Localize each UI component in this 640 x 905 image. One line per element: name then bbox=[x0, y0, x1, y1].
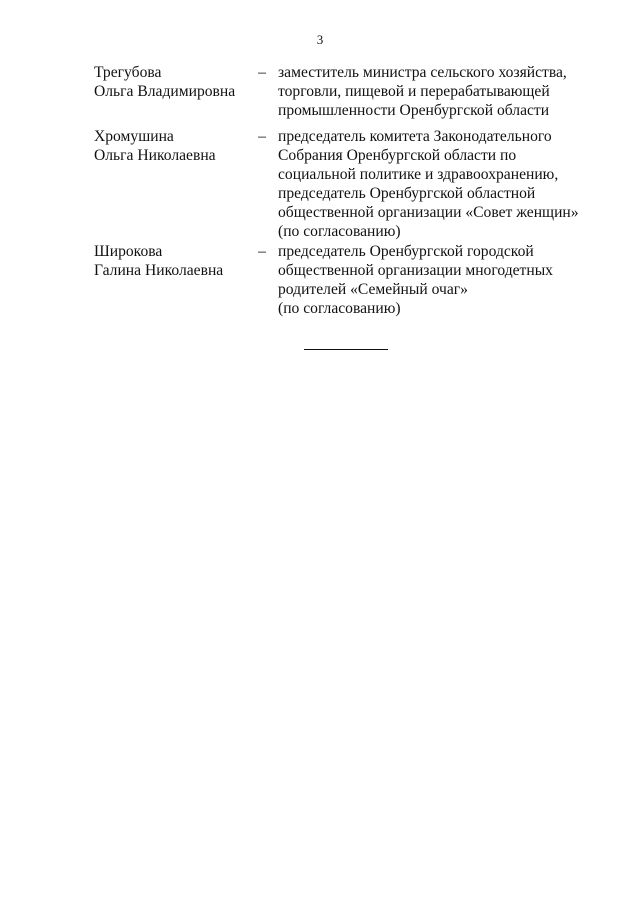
position-line: родителей «Семейный очаг» bbox=[278, 281, 468, 298]
member-surname: Хромушина bbox=[94, 128, 174, 145]
member-position bbox=[278, 242, 598, 318]
position-line: социальной политике и здравоохранению, bbox=[278, 166, 559, 183]
member-name bbox=[94, 127, 254, 165]
position-line: промышленности Оренбургской области bbox=[278, 102, 550, 119]
member-surname: Широкова bbox=[94, 243, 163, 260]
position-line: (по согласованию) bbox=[278, 223, 401, 240]
position-line: (по согласованию) bbox=[278, 300, 401, 317]
member-given-names: Галина Николаевна bbox=[94, 262, 224, 279]
separator-dash: – bbox=[258, 243, 266, 260]
separator-dash: – bbox=[258, 64, 266, 81]
page-number: 3 bbox=[316, 32, 324, 47]
member-position bbox=[278, 63, 598, 120]
member-surname: Трегубова bbox=[94, 64, 162, 81]
member-given-names: Ольга Владимировна bbox=[94, 83, 236, 100]
position-line: общественной организации многодетных bbox=[278, 262, 553, 279]
member-given-names: Ольга Николаевна bbox=[94, 147, 216, 164]
position-line: заместитель министра сельского хозяйства, bbox=[278, 64, 567, 81]
separator-dash: – bbox=[258, 128, 266, 145]
position-line: торговли, пищевой и перерабатывающей bbox=[278, 83, 550, 100]
position-line: председатель Оренбургской областной bbox=[278, 185, 536, 202]
member-name bbox=[94, 242, 254, 280]
position-line: председатель комитета Законодательного bbox=[278, 128, 552, 145]
member-position bbox=[278, 127, 598, 241]
position-line: председатель Оренбургской городской bbox=[278, 243, 534, 260]
member-name bbox=[94, 63, 254, 101]
end-of-list-rule bbox=[304, 349, 388, 350]
position-line: Собрания Оренбургской области по bbox=[278, 147, 517, 164]
position-line: общественной организации «Совет женщин» bbox=[278, 204, 579, 221]
